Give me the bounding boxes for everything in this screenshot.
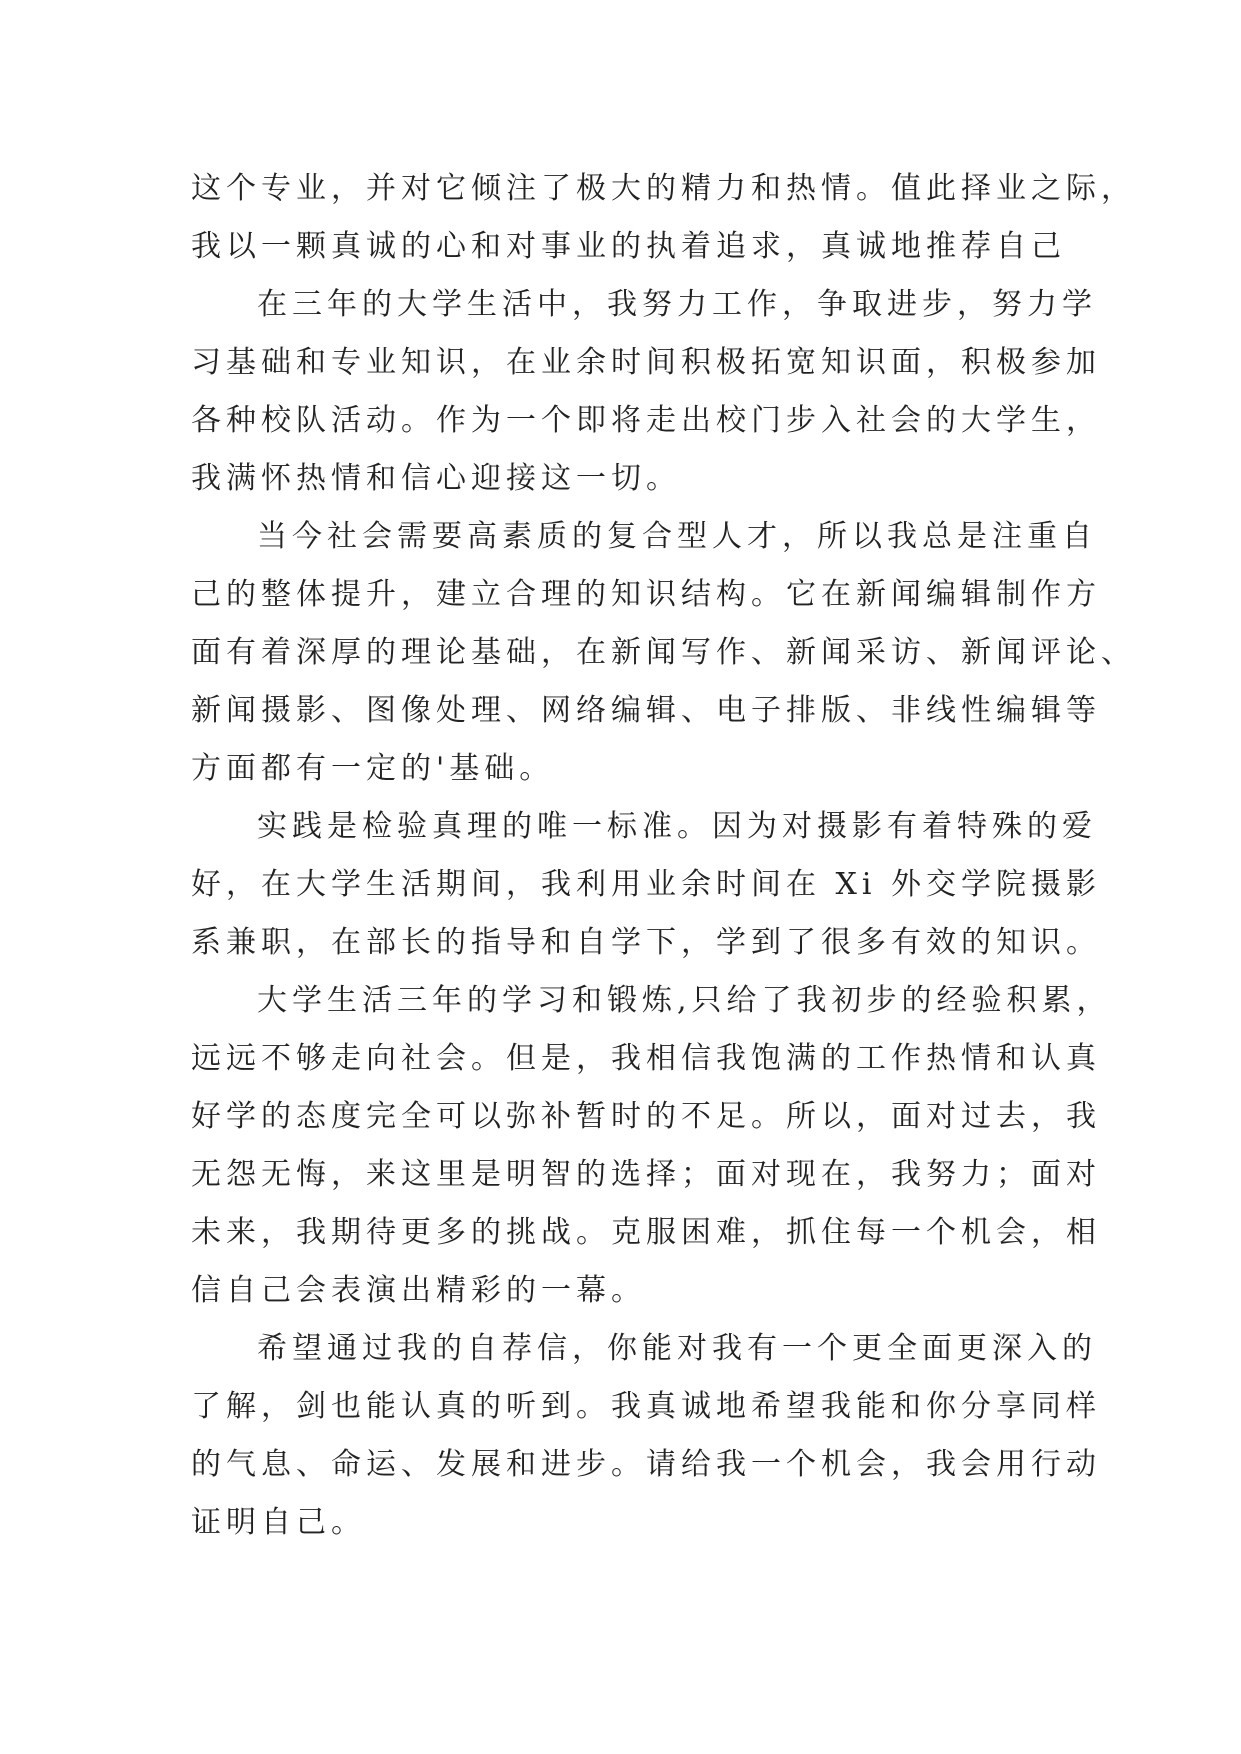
text-line: 无怨无悔，来这里是明智的选择；面对现在，我努力；面对: [191, 1157, 1101, 1192]
text-line: 未来，我期待更多的挑战。克服困难，抓住每一个机会，相: [191, 1215, 1101, 1250]
text-line: 我以一颗真诚的心和对事业的执着追求，真诚地推荐自己: [191, 229, 1066, 264]
paragraph-first-line: 大学生活三年的学习和锻炼,只给了我初步的经验积累，: [257, 983, 1112, 1018]
text-line: 方面都有一定的'基础。: [191, 751, 555, 786]
letter-body: [191, 160, 1136, 1552]
text-line: 新闻摄影、图像处理、网络编辑、电子排版、非线性编辑等: [191, 693, 1101, 728]
text-line: 信自己会表演出精彩的一幕。: [191, 1273, 646, 1308]
text-line: 己的整体提升，建立合理的知识结构。它在新闻编辑制作方: [191, 577, 1101, 612]
text-line: 系兼职，在部长的指导和自学下，学到了很多有效的知识。: [191, 925, 1101, 960]
text-line: 的气息、命运、发展和进步。请给我一个机会，我会用行动: [191, 1447, 1101, 1482]
text-line: 各种校队活动。作为一个即将走出校门步入社会的大学生，: [191, 403, 1101, 438]
text-line: 我满怀热情和信心迎接这一切。: [191, 461, 681, 496]
text-line: 好，在大学生活期间，我利用业余时间在 Xi 外交学院摄影: [191, 867, 1102, 902]
text-line: 好学的态度完全可以弥补暂时的不足。所以，面对过去，我: [191, 1099, 1101, 1134]
paragraph-first-line: 希望通过我的自荐信，你能对我有一个更全面更深入的: [257, 1331, 1097, 1366]
text-line: 面有着深厚的理论基础，在新闻写作、新闻采访、新闻评论、: [191, 635, 1136, 670]
paragraph-first-line: 在三年的大学生活中，我努力工作，争取进步，努力学: [257, 287, 1097, 322]
paragraph-first-line: 实践是检验真理的唯一标准。因为对摄影有着特殊的爱: [257, 809, 1097, 844]
text-line: 这个专业，并对它倾注了极大的精力和热情。值此择业之际，: [191, 171, 1136, 206]
text-line: 了解，剑也能认真的听到。我真诚地希望我能和你分享同样: [191, 1389, 1101, 1424]
text-line: 远远不够走向社会。但是，我相信我饱满的工作热情和认真: [191, 1041, 1101, 1076]
text-line: 证明自己。: [191, 1505, 366, 1540]
text-line: 习基础和专业知识，在业余时间积极拓宽知识面，积极参加: [191, 345, 1101, 380]
paragraph-first-line: 当今社会需要高素质的复合型人才，所以我总是注重自: [257, 519, 1097, 554]
